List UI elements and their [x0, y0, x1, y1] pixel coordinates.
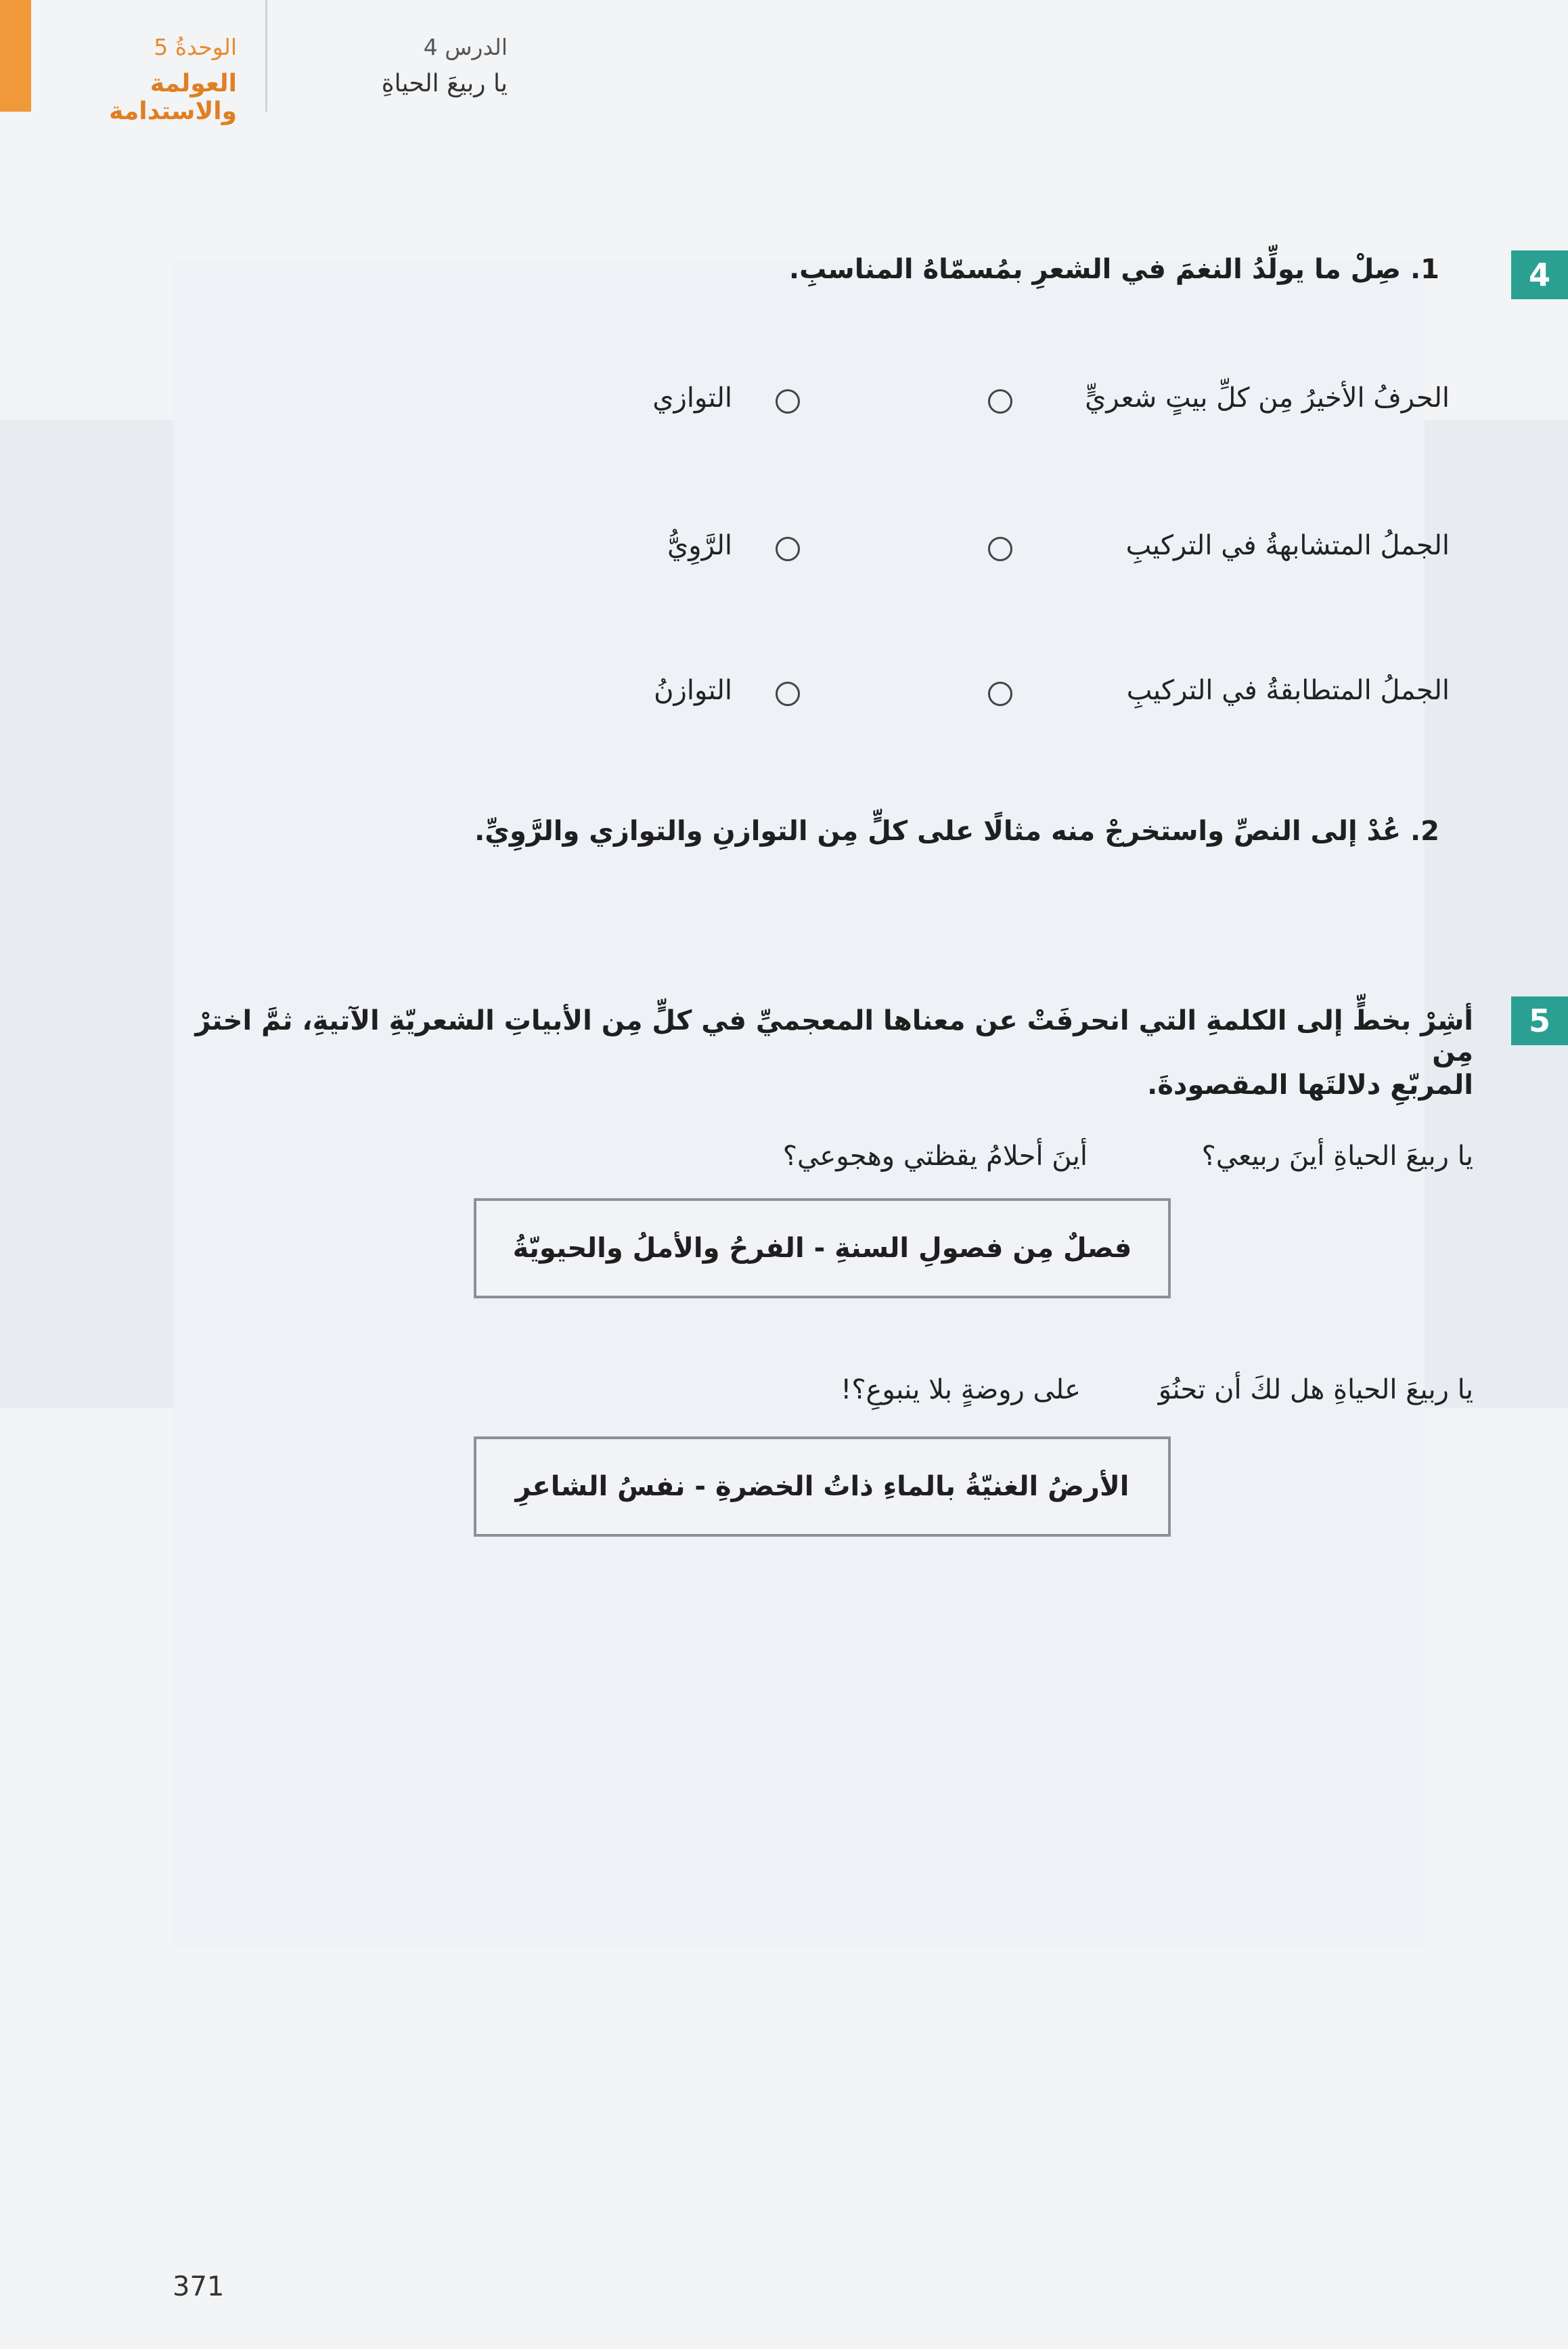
q5-instruction-line2: المربّعِ دلالتَها المقصودةَ.	[1147, 1070, 1473, 1101]
q4-item2-prompt: 2. عُدْ إلى النصِّ واستخرجْ منه مثالًا على كلٍّ مِن التوازنِ والتوازي والرَّوِيِّ.	[474, 816, 1439, 847]
question-4-badge: 4	[1511, 250, 1568, 299]
verse-2-second-hemistich: على روضةٍ بلا ينبوعِ؟!	[841, 1374, 1081, 1405]
q4-item1-prompt: 1. صِلْ ما يولِّدُ النغمَ في الشعرِ بمُسمّاهُ المناسبِ.	[788, 254, 1439, 285]
match-right-item-1: التوازي	[652, 382, 732, 414]
unit-title: العولمة والاستدامة	[109, 70, 237, 125]
meaning-options-box-2: الأرضُ الغنيّةُ بالماءِ ذاتُ الخضرةِ - نفسُ الشاعرِ	[474, 1436, 1171, 1537]
match-left-item-3: الجملُ المتطابقةُ في التركيبِ	[1126, 675, 1450, 706]
verse-1-second-hemistich: أينَ أحلامُ يقظتي وهجوعي؟	[782, 1141, 1088, 1172]
lesson-header	[284, 34, 508, 97]
match-left-item-1: الحرفُ الأخيرُ مِن كلِّ بيتٍ شعريٍّ	[1085, 382, 1450, 414]
meaning-options-box-1: فصلٌ مِن فصولِ السنةِ - الفرحُ والأملُ والحيويّةُ	[474, 1198, 1171, 1298]
match-right-item-2: الرَّوِيُّ	[667, 530, 732, 561]
question-5-badge: 5	[1511, 996, 1568, 1045]
lesson-title: يا ربيعَ الحياةِ	[381, 70, 508, 97]
q5-instruction-line1: أشِرْ بخطٍّ إلى الكلمةِ التي انحرفَتْ عن معناها المعجميِّ في كلٍّ مِن الأبياتِ الشعريّةِ الآتيةِ، ثمَّ اخترْ مِن	[195, 1005, 1473, 1068]
match-dot-left-3[interactable]	[988, 682, 1012, 706]
match-left-item-2: الجملُ المتشابهةُ في التركيبِ	[1125, 530, 1450, 561]
page-number: 371	[173, 2271, 225, 2302]
match-dot-left-1[interactable]	[988, 389, 1012, 414]
unit-header	[41, 34, 237, 125]
header-accent-bar	[0, 0, 31, 112]
match-dot-right-1[interactable]	[776, 389, 800, 414]
verse-1-first-hemistich: يا ربيعَ الحياةِ أينَ ربيعي؟	[1201, 1141, 1473, 1172]
unit-number: الوحدةُ 5	[154, 34, 237, 60]
background-faded-content	[173, 261, 1425, 1946]
match-dot-right-2[interactable]	[776, 537, 800, 561]
verse-2-first-hemistich: يا ربيعَ الحياةِ هل لكَ أن تحنُوَ	[1158, 1374, 1473, 1405]
match-dot-left-2[interactable]	[988, 537, 1012, 561]
header-divider	[265, 0, 267, 112]
match-dot-right-3[interactable]	[776, 682, 800, 706]
match-right-item-3: التوازنُ	[654, 675, 732, 706]
lesson-number: الدرس 4	[423, 34, 508, 60]
